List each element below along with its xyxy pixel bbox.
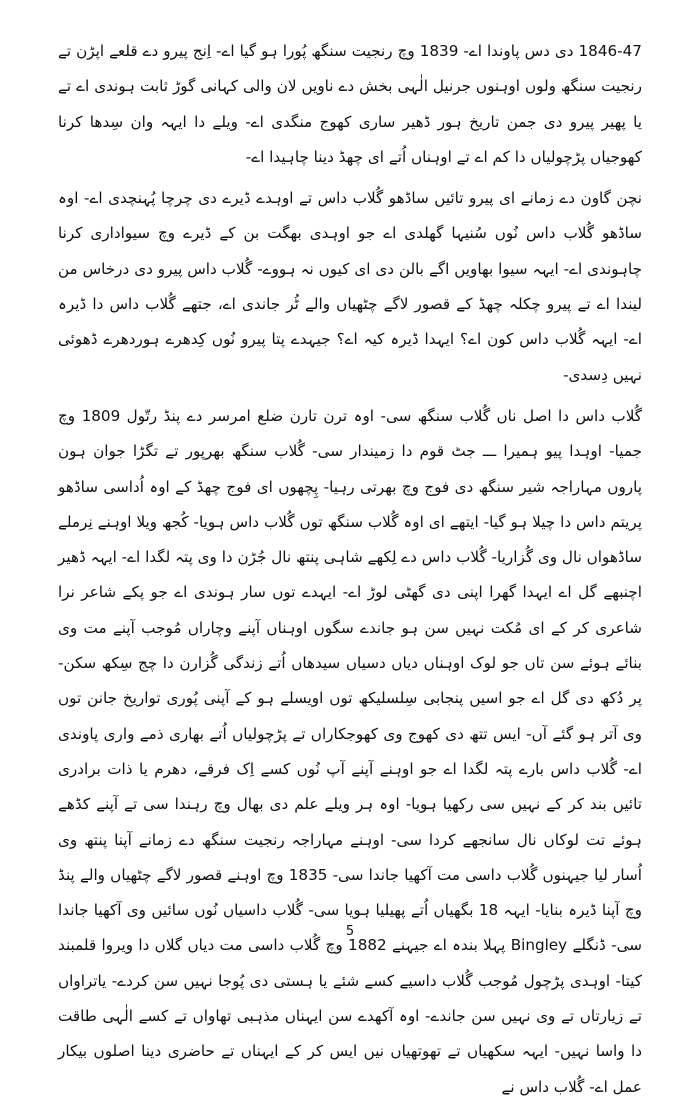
- page-number: 5: [345, 924, 355, 939]
- paragraph-1: 1846-47 دی دس پاوندا اے- 1839 وچ رنجیت سنگھ پُورا ہو گیا اے- اِنج پیرو دے قلعے اپڑن تے رنجیت سنگھ ولوں اوہنوں جرنیل الٰہی بخش دے ناویں لان والی کہانی گوڑ ثابت ہوندی اے تے یا پھیر پیرو دی جمن تاریخ ہور ڈھیر ساری کھوج منگدی اے- ویلے دا ایہہ وان سِدھا کرنا کھوجیاں پڑچولیاں دا کم اے تے اوہناں اُتے ای چھڈ دینا چاہیدا اے-: [58, 42, 642, 166]
- paragraph-3: گُلاب داس دا اصل ناں گُلاب سنگھ سی- اوہ ترن تارن ضلع امرسر دے پنڈ رتّول 1809 وچ جمیا- اوہدا پیو ہمیرا ـــ جٹ قوم دا زمیندار سی- گُلاب سنگھ بھرپور تے تگڑا جوان ہون پاروں مہاراجہ شیر سنگھ دی فوج وچ بھرتی رہیا- پِچھوں ای فوج چھڈ کے اوہ اُداسی ساڈھو پریتم داس دا چیلا ہو گیا- ایتھے ای اوہ گُلاب سنگھ توں گُلاب داس ہویا- کُجھ ویلا اوہنے نِرملے ساڈھواں نال وی گُزاریا- گُلاب داس دے لِکھے شاہی پنتھ نال جُڑن دا وی پتہ لگدا اے- ایہہ ڈھیر اچنبھے گل اے ایہدا گھرا اپنی دی گھٹی لوڑ اے- ایہدے توں سار ہوندی اے جو پکے شاعر نرا شاعری کر کے ای مُکت نہیں سن ہو جاندے سگوں اوہناں آپنے وچاراں مُوجب آپنے مت وی بنائے ہوئے سن تاں جو لوک اوہناں دیاں دسیاں سیدھاں اُتے زندگی گُزارن دا چج سِکھ سکن- پر دُکھ دی گل اے جو اسیں پنجابی سِلسلیکھ توں اویسلے ہو کے آپنی پُوری تواریخ جانن توں وی آتر ہو گئے آں- ایس تتھ دی کھوج وی کھوجکاراں تے پڑچولیاں اُتے بھاری ذمے واری پاوندی اے- گُلاب داس بارے پتہ لگدا اے جو اوہنے آپنے آپ نُوں کسے اِک فرقے، دھرم یا ذات برادری تائیں بند کر کے نہیں سی رکھیا ہویا- اوہ ہر ویلے علم دی بھال وچ رہندا سی تے آپنے کڈھے ہوئے تت لوکاں نال سانجھے کردا سی- اوہنے مہاراجہ رنجیت سنگھ دے زمانے آپنا پنتھ وی اُسار لیا جیہنوں گُلاب داسی مت آکھیا جاندا سی- 1835 وچ اوہنے قصور لاگے چٹھیاں والے پنڈ وچ آپنا ڈیرہ بنایا- ایہہ 18 بگھیاں اُتے پھیلیا ہویا سی- گُلاب داسیاں نُوں سائیں وی آکھیا جاندا سی- ڈنگلے Bingley پہلا بندہ اے جیہنے 1882 وچ گُلاب داسی مت دیاں گلاں دا ویروا قلمبند کیتا- اوہدی پڑچول مُوجب گُلاب داسیے کسے شئے یا ہستی دی پُوجا نہیں سن کردے- یاتراواں تے زیارتاں تے وی نہیں سن جاندے- اوہ آکھدے سن ایہناں مذہبی تھاواں تے کسے الٰہی طاقت دا واسا نہیں- ایہہ سکھیاں تے تھوتھیاں نیں ایس کر کے ایہناں تے حاضری دینا اصلوں بیکار عمل اے- گُلاب داس نے: [58, 406, 642, 1096]
- document-body: [58, 34, 642, 1105]
- paragraph-2: نچن گاون دے زمانے ای پیرو تائیں ساڈھو گُلاب داس تے اوہدے ڈیرے دی چرچا پُہنچدی اے- اوہ ساڈھو گُلاب داس نُوں سُنیہا گھلدی اے جو اوہدی بھگت بن کے ڈیرے وچ سیواداری کرنا چاہوندی اے- ایہہ سیوا بھاویں اگے بالن دی ای کیوں نہ ہووے- گُلاب داس پیرو دی درخاس من لیندا اے تے پیرو چکلہ چھڈ کے قصور لاگے چٹھیاں والے ٹُر جاندی اے، جتھے گُلاب داس دا ڈیرہ اے- ایہہ گُلاب داس کون اے؟ ایہدا ڈیرہ کیہ اے؟ جیہدے پتا پیرو نُوں کِدھرے ہوردھرے ڈھوئی نہیں دِسدی-: [58, 189, 642, 384]
